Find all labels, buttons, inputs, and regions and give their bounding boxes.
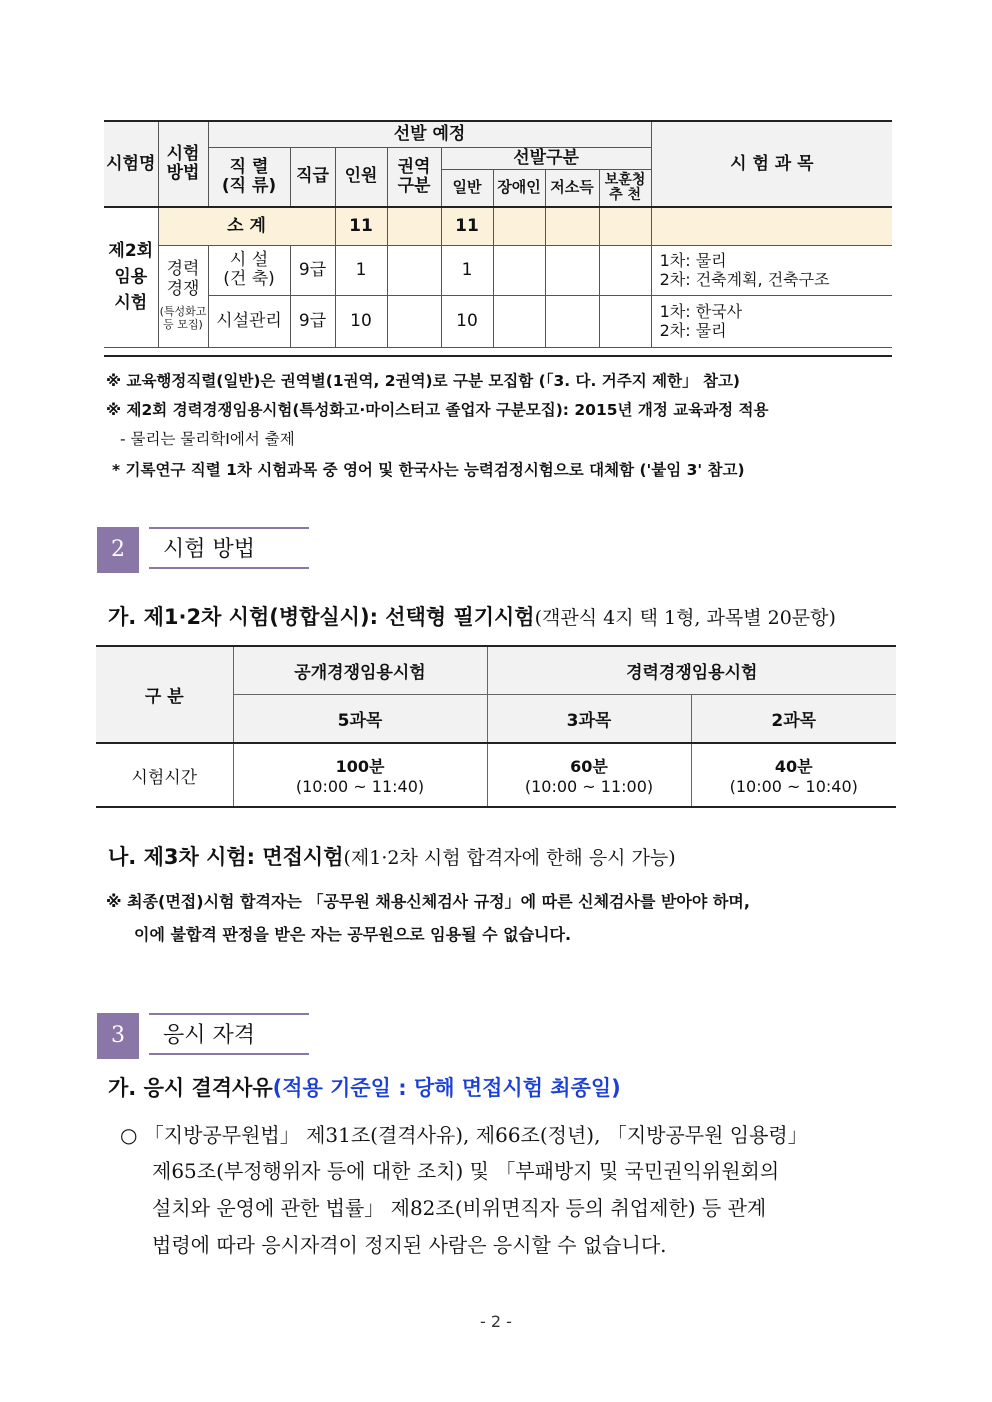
subsection-na: 나. 제3차 시험: 면접시험(제1·2차 시험 합격자에 한해 응시 가능) [108,845,676,869]
subtotal-label: 소 계 [158,207,335,245]
row2-region [387,295,441,347]
time-career-3: 60분 (10:00 ~ 11:00) [487,743,691,807]
note-curriculum: ※ 제2회 경력경쟁임용시험(특성화고·마이스터고 졸업자 구분모집): 2015년 개정 교육과정 적용 [106,401,769,419]
subtotal-subjects [651,207,892,245]
section-title: 시험 방법 [149,527,309,569]
row1-low-income [545,245,599,295]
subjects-5: 5과목 [233,694,487,743]
row1-disabled [493,245,545,295]
col-disabled: 장애인 [493,169,545,207]
col-exam-method: 시험 방법 [158,121,208,207]
subtotal-disabled [493,207,545,245]
row2-disabled [493,295,545,347]
row1-count: 1 [335,245,387,295]
row1-grade: 9급 [290,245,335,295]
subjects-3: 3과목 [487,694,691,743]
subjects-2: 2과목 [691,694,896,743]
row2-low-income [545,295,599,347]
warning-line-1: ※ 최종(면접)시험 합격자는 「공무원 채용신체검사 규정」에 따른 신체검사를 받아야 하며, [106,892,750,911]
note-region: ※ 교육행정직렬(일반)은 권역별(1권역, 2권역)로 구분 모집함 (「3. 다. 거주지 제한」 참고) [106,372,740,390]
subtotal-low-income [545,207,599,245]
col-general: 일반 [441,169,493,207]
para-line-2: 제65조(부정행위자 등에 대한 조치) 및 「부패방지 및 국민권익위원회의 [152,1159,780,1183]
col-selection-type: 선발구분 [441,147,651,169]
subtotal-veteran [599,207,651,245]
warning-line-2: 이에 불합격 판정을 받은 자는 공무원으로 임용될 수 없습니다. [134,925,572,944]
row2-count: 10 [335,295,387,347]
row1-region [387,245,441,295]
col-subjects: 시 험 과 목 [651,121,892,207]
row2-general: 10 [441,295,493,347]
col-count: 인원 [335,147,387,207]
time-career-2: 40분 (10:00 ~ 10:40) [691,743,896,807]
row1-subjects: 1차: 물리 2차: 건축계획, 건축구조 [651,245,892,295]
subtotal-region [387,207,441,245]
subtotal-count: 11 [335,207,387,245]
row2-job: 시설관리 [208,295,290,347]
col-veteran: 보훈청 추 천 [599,169,651,207]
division-header: 구 분 [96,646,233,743]
row1-job: 시 설 (건 축) [208,245,290,295]
open-competition-header: 공개경쟁임용시험 [233,646,487,694]
para-line-1: ○ 「지방공무원법」 제31조(결격사유), 제66조(정년), 「지방공무원 임용령」 [120,1123,808,1147]
method-cell: 경력 경쟁 (특성화고 등 모집) [158,245,208,347]
time-open: 100분 (10:00 ~ 11:40) [233,743,487,807]
para-line-4: 법령에 따라 응시자격이 정지된 사람은 응시할 수 없습니다. [152,1233,667,1257]
col-job: 직 렬 (직 류) [208,147,290,207]
col-grade: 직급 [290,147,335,207]
table1-bottom-rule [104,355,892,357]
para-line-3: 설치와 운영에 관한 법률」 제82조(비위면직자 등의 취업제한) 등 관계 [152,1196,767,1220]
section-title: 응시 자격 [149,1013,309,1055]
subtotal-general: 11 [441,207,493,245]
row1-general: 1 [441,245,493,295]
col-selection-plan: 선발 예정 [208,121,651,147]
row2-grade: 9급 [290,295,335,347]
row2-subjects: 1차: 한국사 2차: 물리 [651,295,892,347]
note-records: * 기록연구 직렬 1차 시험과목 중 영어 및 한국사는 능력검정시험으로 대체함 ('붙임 3' 참고) [112,461,745,479]
row1-veteran [599,245,651,295]
section-number: 2 [97,527,139,573]
section-number: 3 [97,1013,139,1059]
recruitment-table [104,120,892,348]
time-label: 시험시간 [96,743,233,807]
subsection-ga-3: 가. 응시 결격사유(적용 기준일 : 당해 면접시험 최종일) [108,1076,621,1100]
page-number: - 2 - [480,1312,512,1331]
note-physics: - 물리는 물리학Ⅰ에서 출제 [120,430,295,448]
subsection-ga: 가. 제1·2차 시험(병합실시): 선택형 필기시험(객관식 4지 택 1형, 과목별 20문항) [108,605,836,629]
col-region: 권역 구분 [387,147,441,207]
row2-veteran [599,295,651,347]
exam-label: 제2회 임용 시험 [104,207,158,347]
col-exam-name: 시험명 [104,121,158,207]
career-competition-header: 경력경쟁임용시험 [487,646,896,694]
col-low-income: 저소득 [545,169,599,207]
exam-time-table [96,645,896,808]
